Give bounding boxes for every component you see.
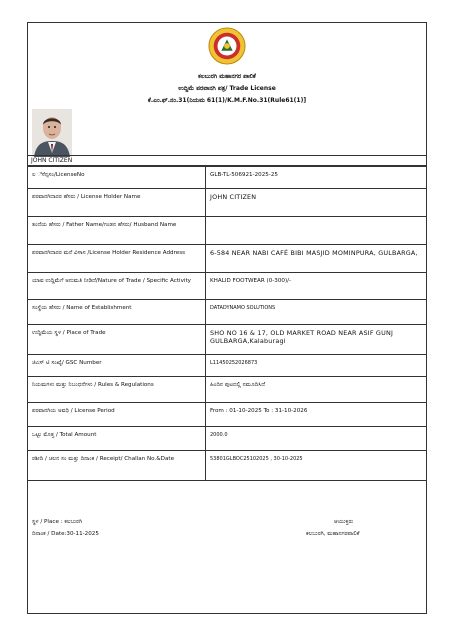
- table-row: [28, 245, 426, 273]
- row-label: ಸಂಸ್ಥೆಯ ಹೆಸರು / Name of Establishment: [28, 300, 206, 325]
- table-row: [28, 300, 426, 325]
- row-value: L11450252026873: [206, 355, 427, 377]
- table-row: [28, 189, 426, 217]
- row-value: SHO NO 16 & 17, OLD MARKET ROAD NEAR ASIF GUNJ GULBARGA,Kalaburagi: [206, 325, 427, 355]
- corporation-name: ಕಲಬುರಗಿ ಮಹಾನಗರ ಪಾಲಿಕೆ: [198, 73, 256, 80]
- row-value: [206, 217, 427, 245]
- signatory-title: ಆಯುಕ್ತರು: [334, 519, 354, 525]
- table-row: [28, 167, 426, 189]
- license-details-table: [28, 166, 426, 481]
- table-row: [28, 325, 426, 355]
- footer-place: ಸ್ಥಳ / Place : ಕಲಬುರಗಿ: [32, 519, 83, 525]
- row-value: ಹಿಂದಿನ ಪುಟದಲ್ಲಿ ನಮೂದಿಸಿದೆ: [206, 377, 427, 403]
- table-row: [28, 403, 426, 427]
- row-value: DATADYNAMO SOLUTIONS: [206, 300, 427, 325]
- row-label: ಉದ್ದಿಮೆಯ ಸ್ಥಳ / Place of Trade: [28, 325, 206, 355]
- table-row: [28, 355, 426, 377]
- karnataka-emblem-seal: [208, 27, 246, 65]
- row-label: ಪರವಾನಗಿಯ ಅವಧಿ / License Period: [28, 403, 206, 427]
- row-label: ಒಟ್ಟು ಮೊತ್ತ / Total Amount: [28, 427, 206, 451]
- table-row: [28, 217, 426, 245]
- holder-photo: [32, 109, 72, 157]
- row-value: GLB-TL-506921-2025-25: [206, 167, 427, 189]
- document-title: ಉದ್ದಿಮೆ ಪರವಾನಗಿ ಪತ್ರ/ Trade License: [178, 85, 276, 92]
- row-value: 2000.0: [206, 427, 427, 451]
- row-value: JOHN CITIZEN: [206, 189, 427, 217]
- row-value: 6-584 NEAR NABI CAFÉ BIBI MASJID MOMINPURA, GULBARGA,: [206, 245, 427, 273]
- row-value: From : 01-10-2025 To : 31-10-2026: [206, 403, 427, 427]
- holder-name-bar: JOHN CITIZEN: [28, 155, 426, 166]
- table-row: [28, 273, 426, 300]
- row-label: ಪರವಾನಗಿದಾರರ ಹೆಸರು / License Holder Name: [28, 189, 206, 217]
- signatory-organization: ಕಲಬುರಗಿ, ಮಹಾನಗರಪಾಲಿಕೆ: [306, 531, 360, 537]
- row-label: ಜಿಎಸ್ ಟಿ ಸಂಖ್ಯೆ/ GSC Number: [28, 355, 206, 377]
- row-label: ಯಾವ ಉದ್ದಿಮೆಗೆ ಅನುಮತಿ ನೀಡಿದೆ/Nature of Trade / Specific Activity: [28, 273, 206, 300]
- row-value: 53801GLBOC25102025 , 30-10-2025: [206, 451, 427, 481]
- trade-license-document: [27, 22, 427, 614]
- table-row: [28, 377, 426, 403]
- row-value: KHALID FOOTWEAR (0-300)/-: [206, 273, 427, 300]
- table-row: [28, 427, 426, 451]
- row-label: ನಿಯಮಗಳು ಮತ್ತು ನಿಬಂಧನೆಗಳು / Rules & Regulations: [28, 377, 206, 403]
- table-row: [28, 451, 426, 481]
- row-label: ಲ ೆಸೆನ್ಸಸಂ/LicenseNo: [28, 167, 206, 189]
- rule-reference: ಕೆ.ಎಂ.ಫ್‌.ನಂ.31(ನಿಯಮ 61(1)/K.M.F.No.31(Rule61(1)]: [147, 97, 307, 104]
- row-label: ರಶೀದಿ / ಚಲನ ಸಂ ಮತ್ತು ದಿನಾಂಕ / Receipt/ Challan No.&Date: [28, 451, 206, 481]
- footer-date: ದಿನಾಂಕ / Date:30-11-2025: [32, 531, 99, 537]
- row-label: ಪರವಾನಗಿದಾರರ ಮನೆ ವಿಳಾಸ /License Holder Residence Address: [28, 245, 206, 273]
- row-label: ತಂದೆಯ ಹೆಸರು / Father Name/ಗಂಡನ ಹೆಸರು/ Husband Name: [28, 217, 206, 245]
